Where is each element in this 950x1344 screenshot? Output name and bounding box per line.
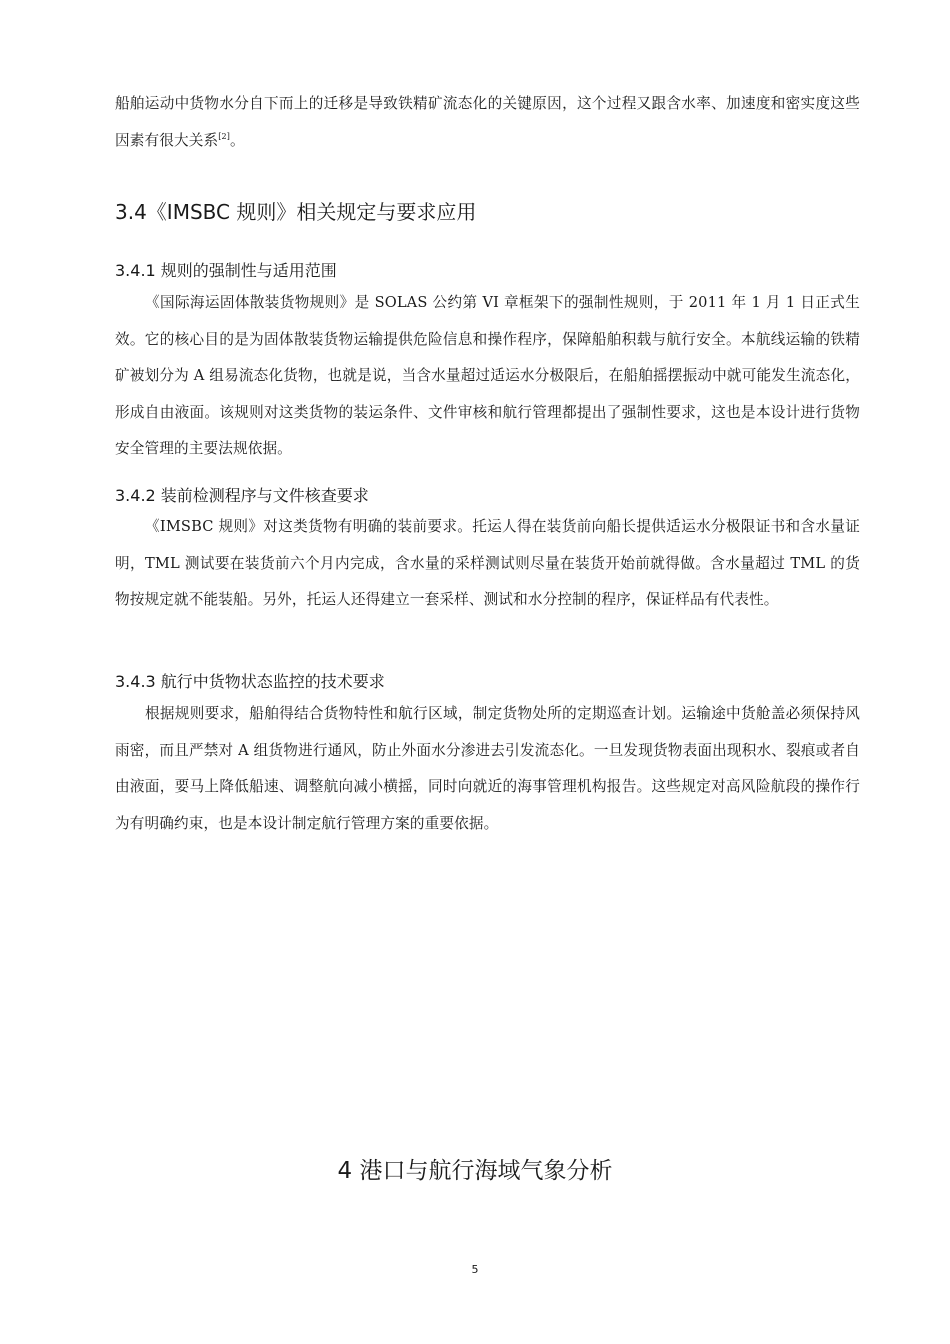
subsection-3-4-2-paragraph: 《IMSBC 规则》对这类货物有明确的装前要求。托运人得在装货前向船长提供适运水分极限证书和含水量证明，TML 测试要在装货前六个月内完成，含水量的采样测试则尽量在装货开始前就得做。含水量超过 TML 的货物按规定就不能装船。另外，托运人还得建立一套采样、测试和水分控制的程序，保证样品有代表性。: [115, 518, 860, 608]
page-number: 5: [471, 1263, 479, 1276]
subsection-3-4-1-heading: 3.4.1 规则的强制性与适用范围: [115, 261, 337, 280]
subsection-3-4-2-heading: 3.4.2 装前检测程序与文件核查要求: [115, 486, 369, 505]
subsection-3-4-1-paragraph: 《国际海运固体散装货物规则》是 SOLAS 公约第 VI 章框架下的强制性规则，于 2011 年 1 月 1 日正式生效。它的核心目的是为固体散装货物运输提供危险信息和操作程序，保障船舶积载与航行安全。本航线运输的铁精矿被划分为 A 组易流态化货物，也就是说，当含水量超过适运水分极限后，在船舶摇摆振动中就可能发生流态化，形成自由液面。该规则对这类货物的装运条件、文件审核和航行管理都提出了强制性要求，这也是本设计进行货物安全管理的主要法规依据。: [115, 294, 860, 457]
section-3-4-heading: 3.4《IMSBC 规则》相关规定与要求应用: [115, 200, 477, 224]
intro-paragraph-ending: 。: [230, 131, 245, 149]
intro-paragraph: [115, 86, 860, 159]
intro-paragraph-text: 船舶运动中货物水分自下而上的迁移是导致铁精矿流态化的关键原因，这个过程又跟含水率、加速度和密实度这些因素有很大关系: [115, 95, 860, 149]
subsection-3-4-3-heading: 3.4.3 航行中货物状态监控的技术要求: [115, 672, 385, 691]
citation-reference[interactable]: [2]: [218, 131, 231, 141]
chapter-4-heading: 4 港口与航行海域气象分析: [337, 1158, 613, 1184]
subsection-3-4-3-paragraph: 根据规则要求，船舶得结合货物特性和航行区域，制定货物处所的定期巡查计划。运输途中货舱盖必须保持风雨密，而且严禁对 A 组货物进行通风，防止外面水分渗进去引发流态化。一旦发现货物表面出现积水、裂痕或者自由液面，要马上降低船速、调整航向减小横摇，同时向就近的海事管理机构报告。这些规定对高风险航段的操作行为有明确约束，也是本设计制定航行管理方案的重要依据。: [115, 705, 860, 832]
